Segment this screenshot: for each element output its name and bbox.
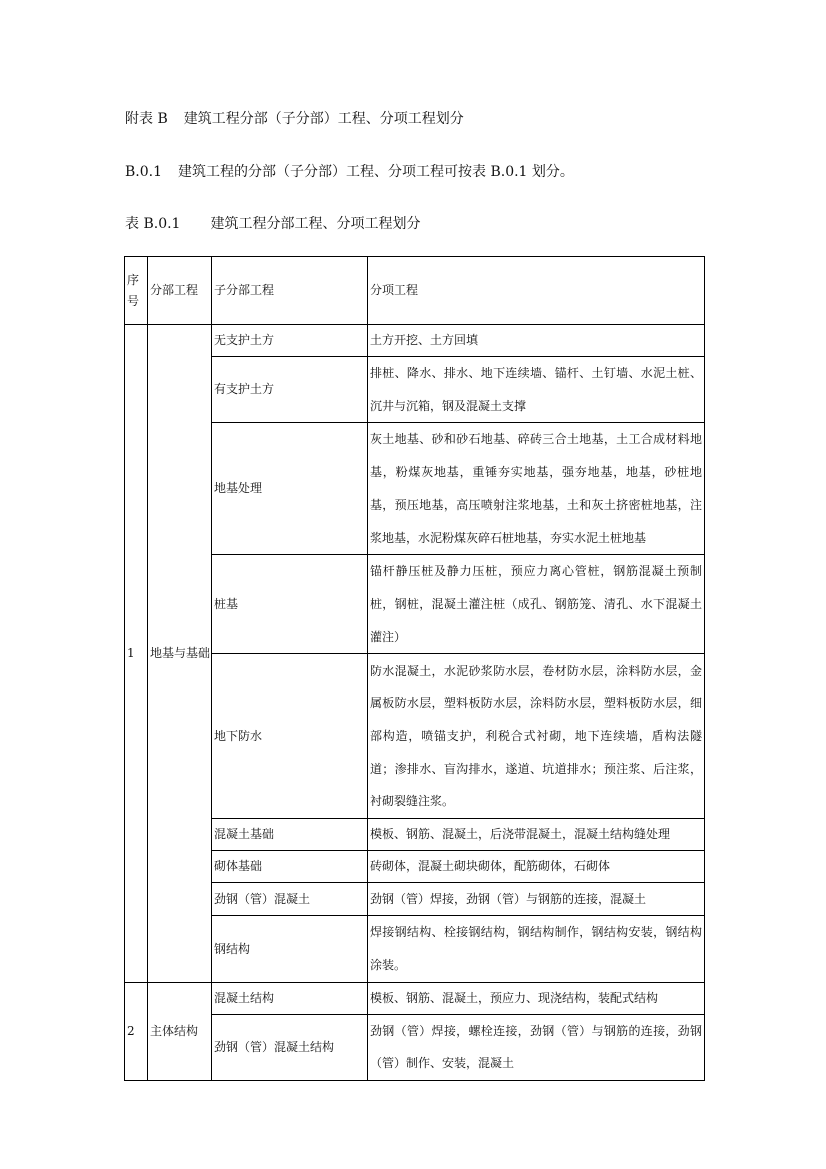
- group-seq: 2: [125, 982, 148, 1080]
- subdivision-cell: 有支护土方: [212, 357, 368, 423]
- appendix-title: [125, 108, 464, 128]
- items-cell: 焊接钢结构、栓接钢结构，钢结构制作，钢结构安装，钢结构涂装。: [368, 916, 705, 982]
- clause-paragraph: [125, 161, 574, 181]
- subdivision-cell: 桩基: [212, 555, 368, 654]
- table-row: [125, 819, 705, 851]
- subdivision-cell: 劲钢（管）混凝土: [212, 883, 368, 916]
- subdivision-cell: 混凝土结构: [212, 982, 368, 1014]
- table-row: [125, 982, 705, 1014]
- table-caption-number: 表 B.0.1: [125, 216, 181, 232]
- header-seq: 序号: [125, 257, 148, 325]
- items-cell: 砖砌体，混凝土砌块砌体，配筋砌体，石砌体: [368, 851, 705, 883]
- table-row: [125, 325, 705, 357]
- table-caption: [125, 213, 420, 233]
- appendix-label: 附表 B: [125, 111, 168, 127]
- items-cell: 劲钢（管）焊接，劲钢（管）与钢筋的连接，混凝土: [368, 883, 705, 916]
- subdivision-cell: 混凝土基础: [212, 819, 368, 851]
- items-cell: 锚杆静压桩及静力压桩，预应力离心管桩，钢筋混凝土预制桩，钢桩，混凝土灌注桩（成孔、钢筋笼、清孔、水下混凝土灌注）: [368, 555, 705, 654]
- clause-text: 建筑工程的分部（子分部）工程、分项工程可按表 B.0.1 划分。: [178, 164, 574, 180]
- header-subdivision: 子分部工程: [212, 257, 368, 325]
- table-row: [125, 1014, 705, 1080]
- table-row: [125, 883, 705, 916]
- header-items: 分项工程: [368, 257, 705, 325]
- items-cell: 模板、钢筋、混凝土，后浇带混凝土，混凝土结构缝处理: [368, 819, 705, 851]
- items-cell: 排桩、降水、排水、地下连续墙、锚杆、土钉墙、水泥土桩、沉井与沉箱，钢及混凝土支撑: [368, 357, 705, 423]
- table-row: [125, 916, 705, 982]
- group-division: 主体结构: [148, 982, 212, 1080]
- table-row: [125, 654, 705, 819]
- subdivision-cell: 砌体基础: [212, 851, 368, 883]
- items-cell: 劲钢（管）焊接，螺栓连接，劲钢（管）与钢筋的连接，劲钢（管）制作、安装，混凝土: [368, 1014, 705, 1080]
- header-division: 分部工程: [148, 257, 212, 325]
- table-row: [125, 357, 705, 423]
- table-header-row: [125, 257, 705, 325]
- items-cell: 土方开挖、土方回填: [368, 325, 705, 357]
- division-table: [124, 256, 705, 1081]
- group-division: 地基与基础: [148, 325, 212, 983]
- subdivision-cell: 劲钢（管）混凝土结构: [212, 1014, 368, 1080]
- subdivision-cell: 地基处理: [212, 423, 368, 555]
- group-seq: 1: [125, 325, 148, 983]
- table-row: [125, 423, 705, 555]
- appendix-title-text: 建筑工程分部（子分部）工程、分项工程划分: [183, 111, 464, 127]
- clause-number: B.0.1: [125, 164, 163, 180]
- items-cell: 灰土地基、砂和砂石地基、碎砖三合土地基，土工合成材料地基，粉煤灰地基，重锤夯实地基，强夯地基，地基，砂桩地基，预压地基，高压喷射注浆地基，土和灰土挤密桩地基，注浆地基，水泥粉煤灰碎石桩地基，夯实水泥土桩地基: [368, 423, 705, 555]
- table-row: [125, 851, 705, 883]
- subdivision-cell: 地下防水: [212, 654, 368, 819]
- items-cell: 防水混凝土，水泥砂浆防水层，卷材防水层，涂料防水层，金属板防水层，塑料板防水层，涂料防水层，塑料板防水层，细部构造，喷锚支护，利税合式衬砌，地下连续墙，盾构法隧道；渗排水、盲沟排水，遂道、坑道排水；预注浆、后注浆，衬砌裂缝注浆。: [368, 654, 705, 819]
- items-cell: 模板、钢筋、混凝土，预应力、现浇结构，装配式结构: [368, 982, 705, 1014]
- subdivision-cell: 无支护土方: [212, 325, 368, 357]
- table-row: [125, 555, 705, 654]
- table-caption-title: 建筑工程分部工程、分项工程划分: [210, 216, 421, 232]
- subdivision-cell: 钢结构: [212, 916, 368, 982]
